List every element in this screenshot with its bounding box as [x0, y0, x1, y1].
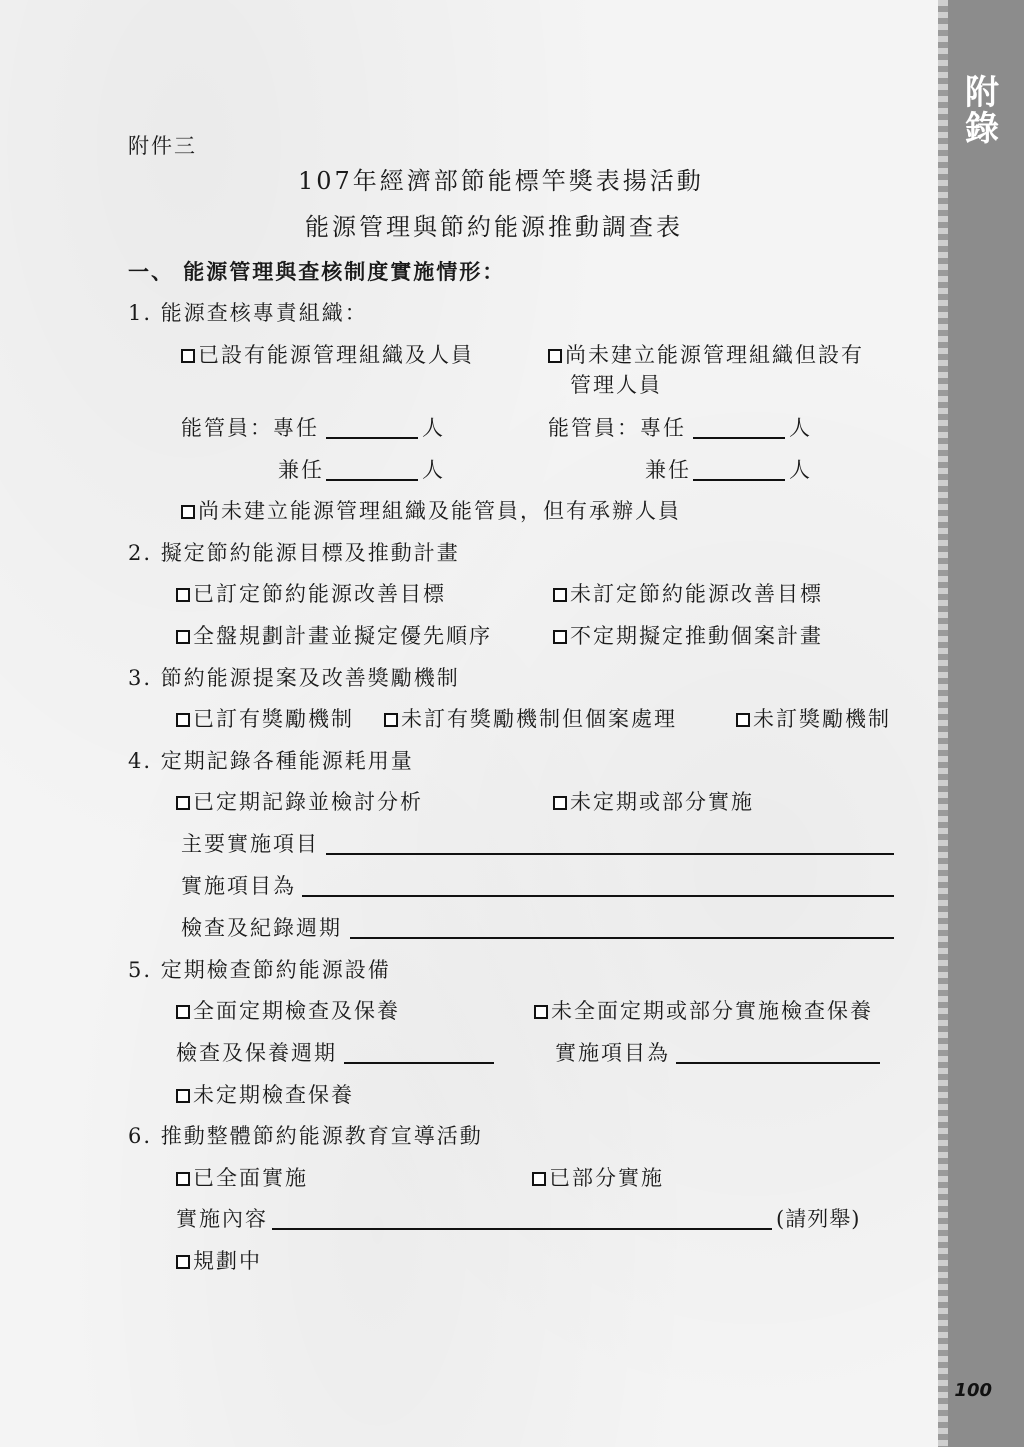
checkbox-icon[interactable] [176, 630, 190, 644]
q1-option-a: 已設有能源管理組織及人員 [181, 342, 474, 368]
q5-option-b: 未全面定期或部分實施檢查保養 [534, 998, 873, 1024]
q5-items-blank[interactable] [676, 1062, 880, 1064]
q2-option-b: 未訂定節約能源改善目標 [553, 581, 823, 607]
question-1-label: 1. 能源查核專責組織： [128, 301, 368, 325]
q1-parttime-label-b: 兼任 [645, 458, 691, 482]
checkbox-icon[interactable] [384, 713, 398, 727]
checkbox-icon[interactable] [553, 588, 567, 602]
q4-option-b: 未定期或部分實施 [553, 789, 754, 815]
q1-option-b-cont: 管理人員 [570, 373, 662, 397]
question-2-label: 2. 擬定節約能源目標及推動計畫 [128, 541, 460, 565]
checkbox-icon[interactable] [534, 1005, 548, 1019]
q1-parttime-blank-a[interactable] [326, 479, 418, 481]
checkbox-icon[interactable] [736, 713, 750, 727]
checkbox-icon[interactable] [553, 630, 567, 644]
checkbox-icon[interactable] [181, 505, 195, 519]
q6-option-c: 規劃中 [176, 1248, 262, 1274]
page-number: 100 [954, 1380, 992, 1401]
section-heading: 一、 能源管理與查核制度實施情形： [128, 260, 506, 284]
q2-option-c: 全盤規劃計畫並擬定優先順序 [176, 623, 492, 649]
q1-option-c: 尚未建立能源管理組織及能管員，但有承辦人員 [181, 498, 681, 524]
checkbox-icon[interactable] [548, 349, 562, 363]
page-title: 107年經濟部節能標竿獎表揚活動 [298, 167, 704, 195]
q3-option-b: 未訂有獎勵機制但個案處理 [384, 706, 677, 732]
checkbox-icon[interactable] [176, 1255, 190, 1269]
q1-parttime-label-a: 兼任 [278, 458, 324, 482]
q4-main-items-label: 主要實施項目 [181, 832, 319, 856]
q4-period-label: 檢查及紀錄週期 [181, 916, 342, 940]
page-subtitle: 能源管理與節約能源推動調查表 [305, 213, 683, 241]
checkbox-icon[interactable] [176, 796, 190, 810]
q5-period-label: 檢查及保養週期 [176, 1041, 337, 1065]
checkbox-icon[interactable] [181, 349, 195, 363]
q1-fulltime-blank-a[interactable] [326, 437, 418, 439]
q6-option-a: 已全面實施 [176, 1165, 308, 1191]
question-6-label: 6. 推動整體節約能源教育宣導活動 [128, 1124, 483, 1148]
appendix-label: 附錄 [965, 73, 999, 149]
question-4-label: 4. 定期記錄各種能源耗用量 [128, 749, 414, 773]
q2-option-d: 不定期擬定推動個案計畫 [553, 623, 823, 649]
q5-period-blank[interactable] [344, 1062, 494, 1064]
q1-fulltime-blank-b[interactable] [693, 437, 785, 439]
q1-fulltime-label-b: 能管員：專任 [548, 416, 686, 440]
q1-unit: 人 [789, 416, 812, 440]
q5-items-label: 實施項目為 [555, 1041, 670, 1065]
q5-option-a: 全面定期檢查及保養 [176, 998, 400, 1024]
checkbox-icon[interactable] [553, 796, 567, 810]
q4-items-blank[interactable] [302, 895, 894, 897]
q3-option-c: 未訂獎勵機制 [736, 706, 891, 732]
checkbox-icon[interactable] [176, 713, 190, 727]
q1-fulltime-label-a: 能管員：專任 [181, 416, 319, 440]
q4-main-items-blank[interactable] [326, 853, 894, 855]
checkbox-icon[interactable] [532, 1172, 546, 1186]
checkbox-icon[interactable] [176, 1005, 190, 1019]
q6-content-label: 實施內容 [176, 1207, 268, 1231]
checkbox-icon[interactable] [176, 1172, 190, 1186]
q5-option-c: 未定期檢查保養 [176, 1082, 354, 1108]
q1-parttime-blank-b[interactable] [693, 479, 785, 481]
q1-option-b: 尚未建立能源管理組織但設有 [548, 342, 864, 368]
appendix-side-tab [944, 0, 1024, 1447]
q1-unit: 人 [789, 458, 812, 482]
q2-option-a: 已訂定節約能源改善目標 [176, 581, 446, 607]
q1-unit: 人 [422, 458, 445, 482]
q4-option-a: 已定期記錄並檢討分析 [176, 789, 423, 815]
question-5-label: 5. 定期檢查節約能源設備 [128, 958, 391, 982]
q6-content-blank[interactable] [272, 1228, 772, 1230]
q6-content-suffix: (請列舉) [776, 1207, 861, 1231]
q4-items-label: 實施項目為 [181, 874, 296, 898]
checkbox-icon[interactable] [176, 1089, 190, 1103]
checkbox-icon[interactable] [176, 588, 190, 602]
side-tab-edge [938, 0, 948, 1447]
q4-period-blank[interactable] [350, 937, 894, 939]
question-3-label: 3. 節約能源提案及改善獎勵機制 [128, 666, 460, 690]
q3-option-a: 已訂有獎勵機制 [176, 706, 354, 732]
q1-unit: 人 [422, 416, 445, 440]
attachment-label: 附件三 [128, 134, 197, 158]
q6-option-b: 已部分實施 [532, 1165, 664, 1191]
